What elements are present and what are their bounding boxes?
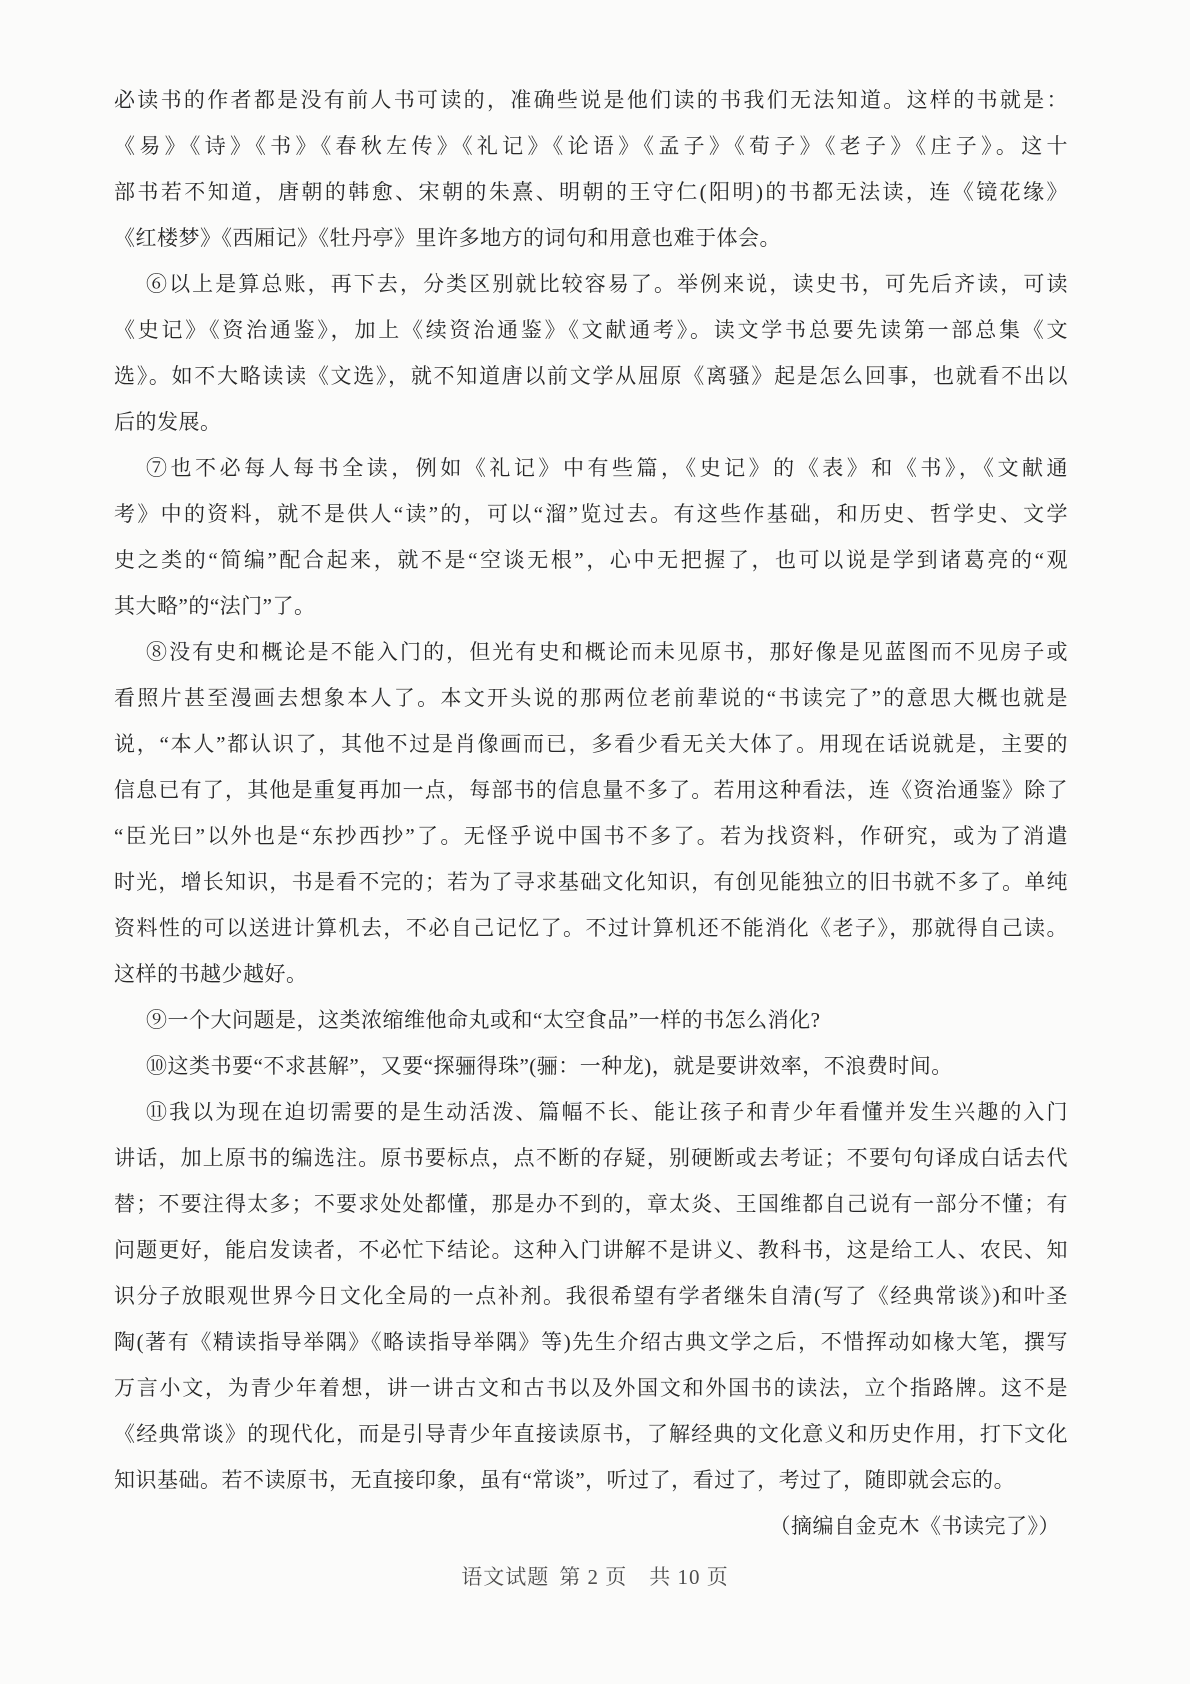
text-line: 后的发展。 bbox=[114, 410, 222, 434]
text-line: ⑨一个大问题是，这类浓缩维他命丸或和“太空食品”一样的书怎么消化? bbox=[146, 1008, 821, 1032]
text-line: 史之类的“简编”配合起来，就不是“空谈无根”，心中无把握了，也可以说是学到诸葛亮的“观 bbox=[114, 548, 1068, 572]
footer-doc-title: 语文试题 bbox=[461, 1565, 550, 1589]
text-line: 这样的书越少越好。 bbox=[114, 962, 308, 986]
text-line: 知识基础。若不读原书，无直接印象，虽有“常谈”，听过了，看过了，考过了，随即就会忘的。 bbox=[114, 1468, 1016, 1492]
text-line: 陶(著有《精读指导举隅》《略读指导举隅》等)先生介绍古典文学之后，不惜挥动如椽大笔，撰写 bbox=[114, 1330, 1068, 1354]
footer-page-number: 第 2 页 bbox=[559, 1565, 628, 1589]
text-line: ⑪我以为现在迫切需要的是生动活泼、篇幅不长、能让孩子和青少年看懂并发生兴趣的入门 bbox=[146, 1100, 1068, 1124]
footer-total-pages: 共 10 页 bbox=[649, 1565, 729, 1589]
text-line: ⑩这类书要“不求甚解”，又要“探骊得珠”(骊：一种龙)，就是要讲效率，不浪费时间。 bbox=[146, 1054, 953, 1078]
text-line: 替；不要注得太多；不要求处处都懂，那是办不到的，章太炎、王国维都自己说有一部分不懂；有 bbox=[114, 1192, 1068, 1216]
text-line: ⑦也不必每人每书全读，例如《礼记》中有些篇，《史记》的《表》和《书》，《文献通 bbox=[146, 456, 1068, 480]
text-line: 识分子放眼观世界今日文化全局的一点补剂。我很希望有学者继朱自清(写了《经典常谈》)和叶圣 bbox=[114, 1284, 1068, 1308]
text-line: 选》。如不大略读读《文选》，就不知道唐以前文学从屈原《离骚》起是怎么回事，也就看不出以 bbox=[114, 364, 1068, 388]
text-line: 讲话，加上原书的编选注。原书要标点，点不断的存疑，别硬断或去考证；不要句句译成白话去代 bbox=[114, 1146, 1068, 1170]
text-line: 《易》《诗》《书》《春秋左传》《礼记》《论语》《孟子》《荀子》《老子》《庄子》。这十 bbox=[114, 134, 1068, 158]
text-line: 《经典常谈》的现代化，而是引导青少年直接读原书，了解经典的文化意义和历史作用，打下文化 bbox=[114, 1422, 1068, 1446]
text-line: 说，“本人”都认识了，其他不过是肖像画而已，多看少看无关大体了。用现在话说就是，主要的 bbox=[114, 732, 1068, 756]
text-line: 考》中的资料，就不是供人“读”的，可以“溜”览过去。有这些作基础，和历史、哲学史、文学 bbox=[114, 502, 1068, 526]
text-line: 问题更好，能启发读者，不必忙下结论。这种入门讲解不是讲义、教科书，这是给工人、农民、知 bbox=[114, 1238, 1068, 1262]
text-line: “臣光曰”以外也是“东抄西抄”了。无怪乎说中国书不多了。若为找资料，作研究，或为了消遣 bbox=[114, 824, 1068, 848]
text-line: 看照片甚至漫画去想象本人了。本文开头说的那两位老前辈说的“书读完了”的意思大概也就是 bbox=[114, 686, 1068, 710]
text-line: 必读书的作者都是没有前人书可读的，准确些说是他们读的书我们无法知道。这样的书就是： bbox=[114, 88, 1068, 112]
text-line: 《史记》《资治通鉴》，加上《续资治通鉴》《文献通考》。读文学书总要先读第一部总集《文 bbox=[114, 318, 1068, 342]
text-line: 部书若不知道，唐朝的韩愈、宋朝的朱熹、明朝的王守仁(阳明)的书都无法读，连《镜花缘》 bbox=[114, 180, 1068, 204]
text-line: 《红楼梦》《西厢记》《牡丹亭》里许多地方的词句和用意也难于体会。 bbox=[114, 226, 781, 250]
text-line: ⑥以上是算总账，再下去，分类区别就比较容易了。举例来说，读史书，可先后齐读，可读 bbox=[146, 272, 1068, 296]
text-line: 资料性的可以送进计算机去，不必自己记忆了。不过计算机还不能消化《老子》，那就得自己读。 bbox=[114, 916, 1068, 940]
paragraphs-container bbox=[114, 77, 1068, 1503]
text-line: 信息已有了，其他是重复再加一点，每部书的信息量不多了。若用这种看法，连《资治通鉴》除了 bbox=[114, 778, 1068, 802]
attribution: （摘编自金克木《书读完了》） bbox=[769, 1514, 1060, 1538]
text-line: 万言小文，为青少年着想，讲一讲古文和古书以及外国文和外国书的读法，立个指路牌。这不是 bbox=[114, 1376, 1068, 1400]
text-body bbox=[114, 77, 1068, 1549]
page-footer bbox=[0, 1556, 1190, 1598]
text-line: ⑧没有史和概论是不能入门的，但光有史和概论而未见原书，那好像是见蓝图而不见房子或 bbox=[146, 640, 1068, 664]
text-line: 其大略”的“法门”了。 bbox=[114, 594, 316, 618]
text-line: 时光，增长知识，书是看不完的；若为了寻求基础文化知识，有创见能独立的旧书就不多了。单纯 bbox=[114, 870, 1068, 894]
